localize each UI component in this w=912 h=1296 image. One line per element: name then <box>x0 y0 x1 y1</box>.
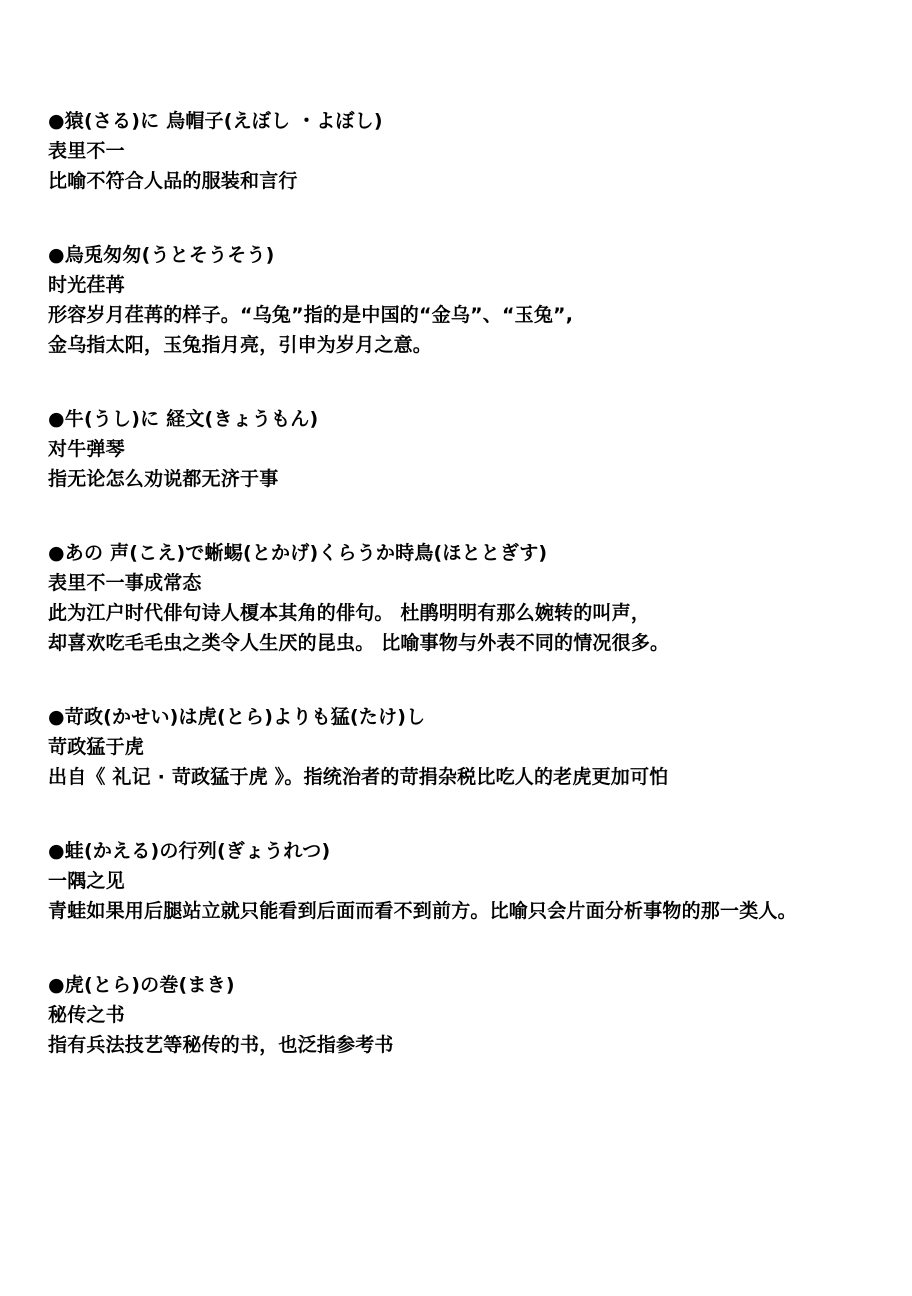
proverb-entry <box>48 970 904 1060</box>
proverb-explanation: 比喻不符合人品的服装和言行 <box>48 170 298 192</box>
proverb-meaning: 对牛弹琴 <box>48 438 125 460</box>
proverb-entry <box>48 240 904 360</box>
proverb-entry <box>48 404 904 494</box>
proverb-meaning: 秘传之书 <box>48 1004 125 1026</box>
proverb-explanation: 指无论怎么劝说都无济于事 <box>48 468 279 490</box>
proverb-explanation: 此为江户时代俳句诗人榎本其角的俳句。 杜鹃明明有那么婉转的叫声， <box>48 602 651 624</box>
proverb-entry <box>48 538 904 658</box>
proverb-explanation: 指有兵法技艺等秘传的书，也泛指参考书 <box>48 1034 394 1056</box>
proverb-meaning: 时光荏苒 <box>48 274 125 296</box>
proverb-explanation: 形容岁月荏苒的样子。“乌兔”指的是中国的“金乌”、“玉兔”, <box>48 304 574 326</box>
proverb-heading: ●あの 声(こえ)で蜥蜴(とかげ)くらうか時鳥(ほととぎす) <box>48 542 548 564</box>
proverb-explanation: 金乌指太阳，玉兔指月亮，引申为岁月之意。 <box>48 334 433 356</box>
proverb-entry <box>48 702 904 792</box>
proverb-meaning: 一隅之见 <box>48 870 125 892</box>
proverb-heading: ●苛政(かせい)は虎(とら)よりも猛(たけ)し <box>48 706 426 728</box>
proverb-heading: ●虎(とら)の巻(まき) <box>48 974 235 996</box>
proverb-entry <box>48 836 904 926</box>
proverb-meaning: 苛政猛于虎 <box>48 736 145 758</box>
proverb-heading: ●烏兎匆匆(うとそうそう) <box>48 244 275 266</box>
proverb-explanation: 出自《 礼记 · 苛政猛于虎 》。指统治者的苛捐杂税比吃人的老虎更加可怕 <box>48 766 669 788</box>
proverb-explanation: 青蛙如果用后腿站立就只能看到后面而看不到前方。比喻只会片面分析事物的那一类人。 <box>48 900 797 922</box>
proverb-heading: ●牛(うし)に 経文(きょうもん) <box>48 408 319 430</box>
proverb-list <box>48 106 904 1104</box>
proverb-heading: ●蛙(かえる)の行列(ぎょうれつ) <box>48 840 331 862</box>
proverb-meaning: 表里不一事成常态 <box>48 572 202 594</box>
proverb-entry <box>48 106 904 196</box>
proverb-meaning: 表里不一 <box>48 140 125 162</box>
proverb-explanation: 却喜欢吃毛毛虫之类令人生厌的昆虫。 比喻事物与外表不同的情况很多。 <box>48 632 670 654</box>
proverb-heading: ●猿(さる)に 烏帽子(えぼし ・よぼし) <box>48 110 383 132</box>
